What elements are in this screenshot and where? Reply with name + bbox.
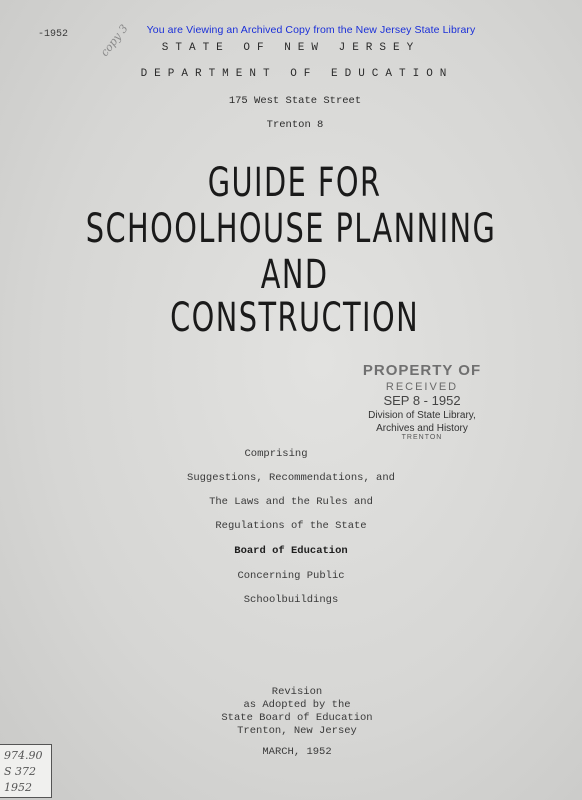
state-heading: STATE OF NEW JERSEY — [161, 42, 421, 54]
body-line-2: Suggestions, Recommendations, and — [187, 472, 395, 484]
body-line-3: The Laws and the Rules and — [209, 496, 373, 508]
title-line-4: CONSTRUCTION — [170, 295, 420, 341]
stamp-division-2: Archives and History — [376, 423, 468, 434]
call-number-line-1: 974.90 — [4, 749, 43, 762]
title-line-1: GUIDE FOR — [207, 160, 382, 206]
archive-banner: You are Viewing an Archived Copy from the New Jersey State Library — [146, 24, 476, 36]
stamp-division-1: Division of State Library, — [368, 410, 476, 421]
body-line-6: Concerning Public — [237, 570, 345, 582]
received-stamp — [352, 362, 492, 441]
body-line-5: Board of Education — [234, 545, 348, 557]
footer-line-3: State Board of Education — [221, 712, 373, 724]
corner-code: -1952 — [38, 29, 69, 40]
call-number-label — [0, 744, 52, 798]
body-line-4: Regulations of the State — [215, 520, 367, 532]
department-heading: DEPARTMENT OF EDUCATION — [140, 68, 454, 80]
city-line: Trenton 8 — [266, 119, 324, 131]
call-number-line-3: 1952 — [4, 781, 32, 794]
footer-line-4: Trenton, New Jersey — [237, 725, 357, 737]
footer-line-2: as Adopted by the — [243, 699, 351, 711]
title-line-3: AND — [260, 252, 329, 298]
footer-date: MARCH, 1952 — [262, 746, 332, 758]
stamp-received: RECEIVED — [385, 381, 459, 393]
body-line-1: Comprising — [244, 448, 308, 460]
footer-line-1: Revision — [271, 686, 323, 698]
title-line-2: SCHOOLHOUSE PLANNING — [85, 206, 497, 252]
stamp-city: TRENTON — [401, 434, 443, 441]
stamp-property: PROPERTY OF — [362, 362, 482, 379]
stamp-date: SEP 8 - 1952 — [383, 393, 461, 408]
call-number-line-2: S 372 — [4, 765, 37, 778]
body-line-7: Schoolbuildings — [243, 594, 339, 606]
handwritten-note: copy 3 — [97, 22, 131, 59]
address-line: 175 West State Street — [228, 95, 362, 107]
